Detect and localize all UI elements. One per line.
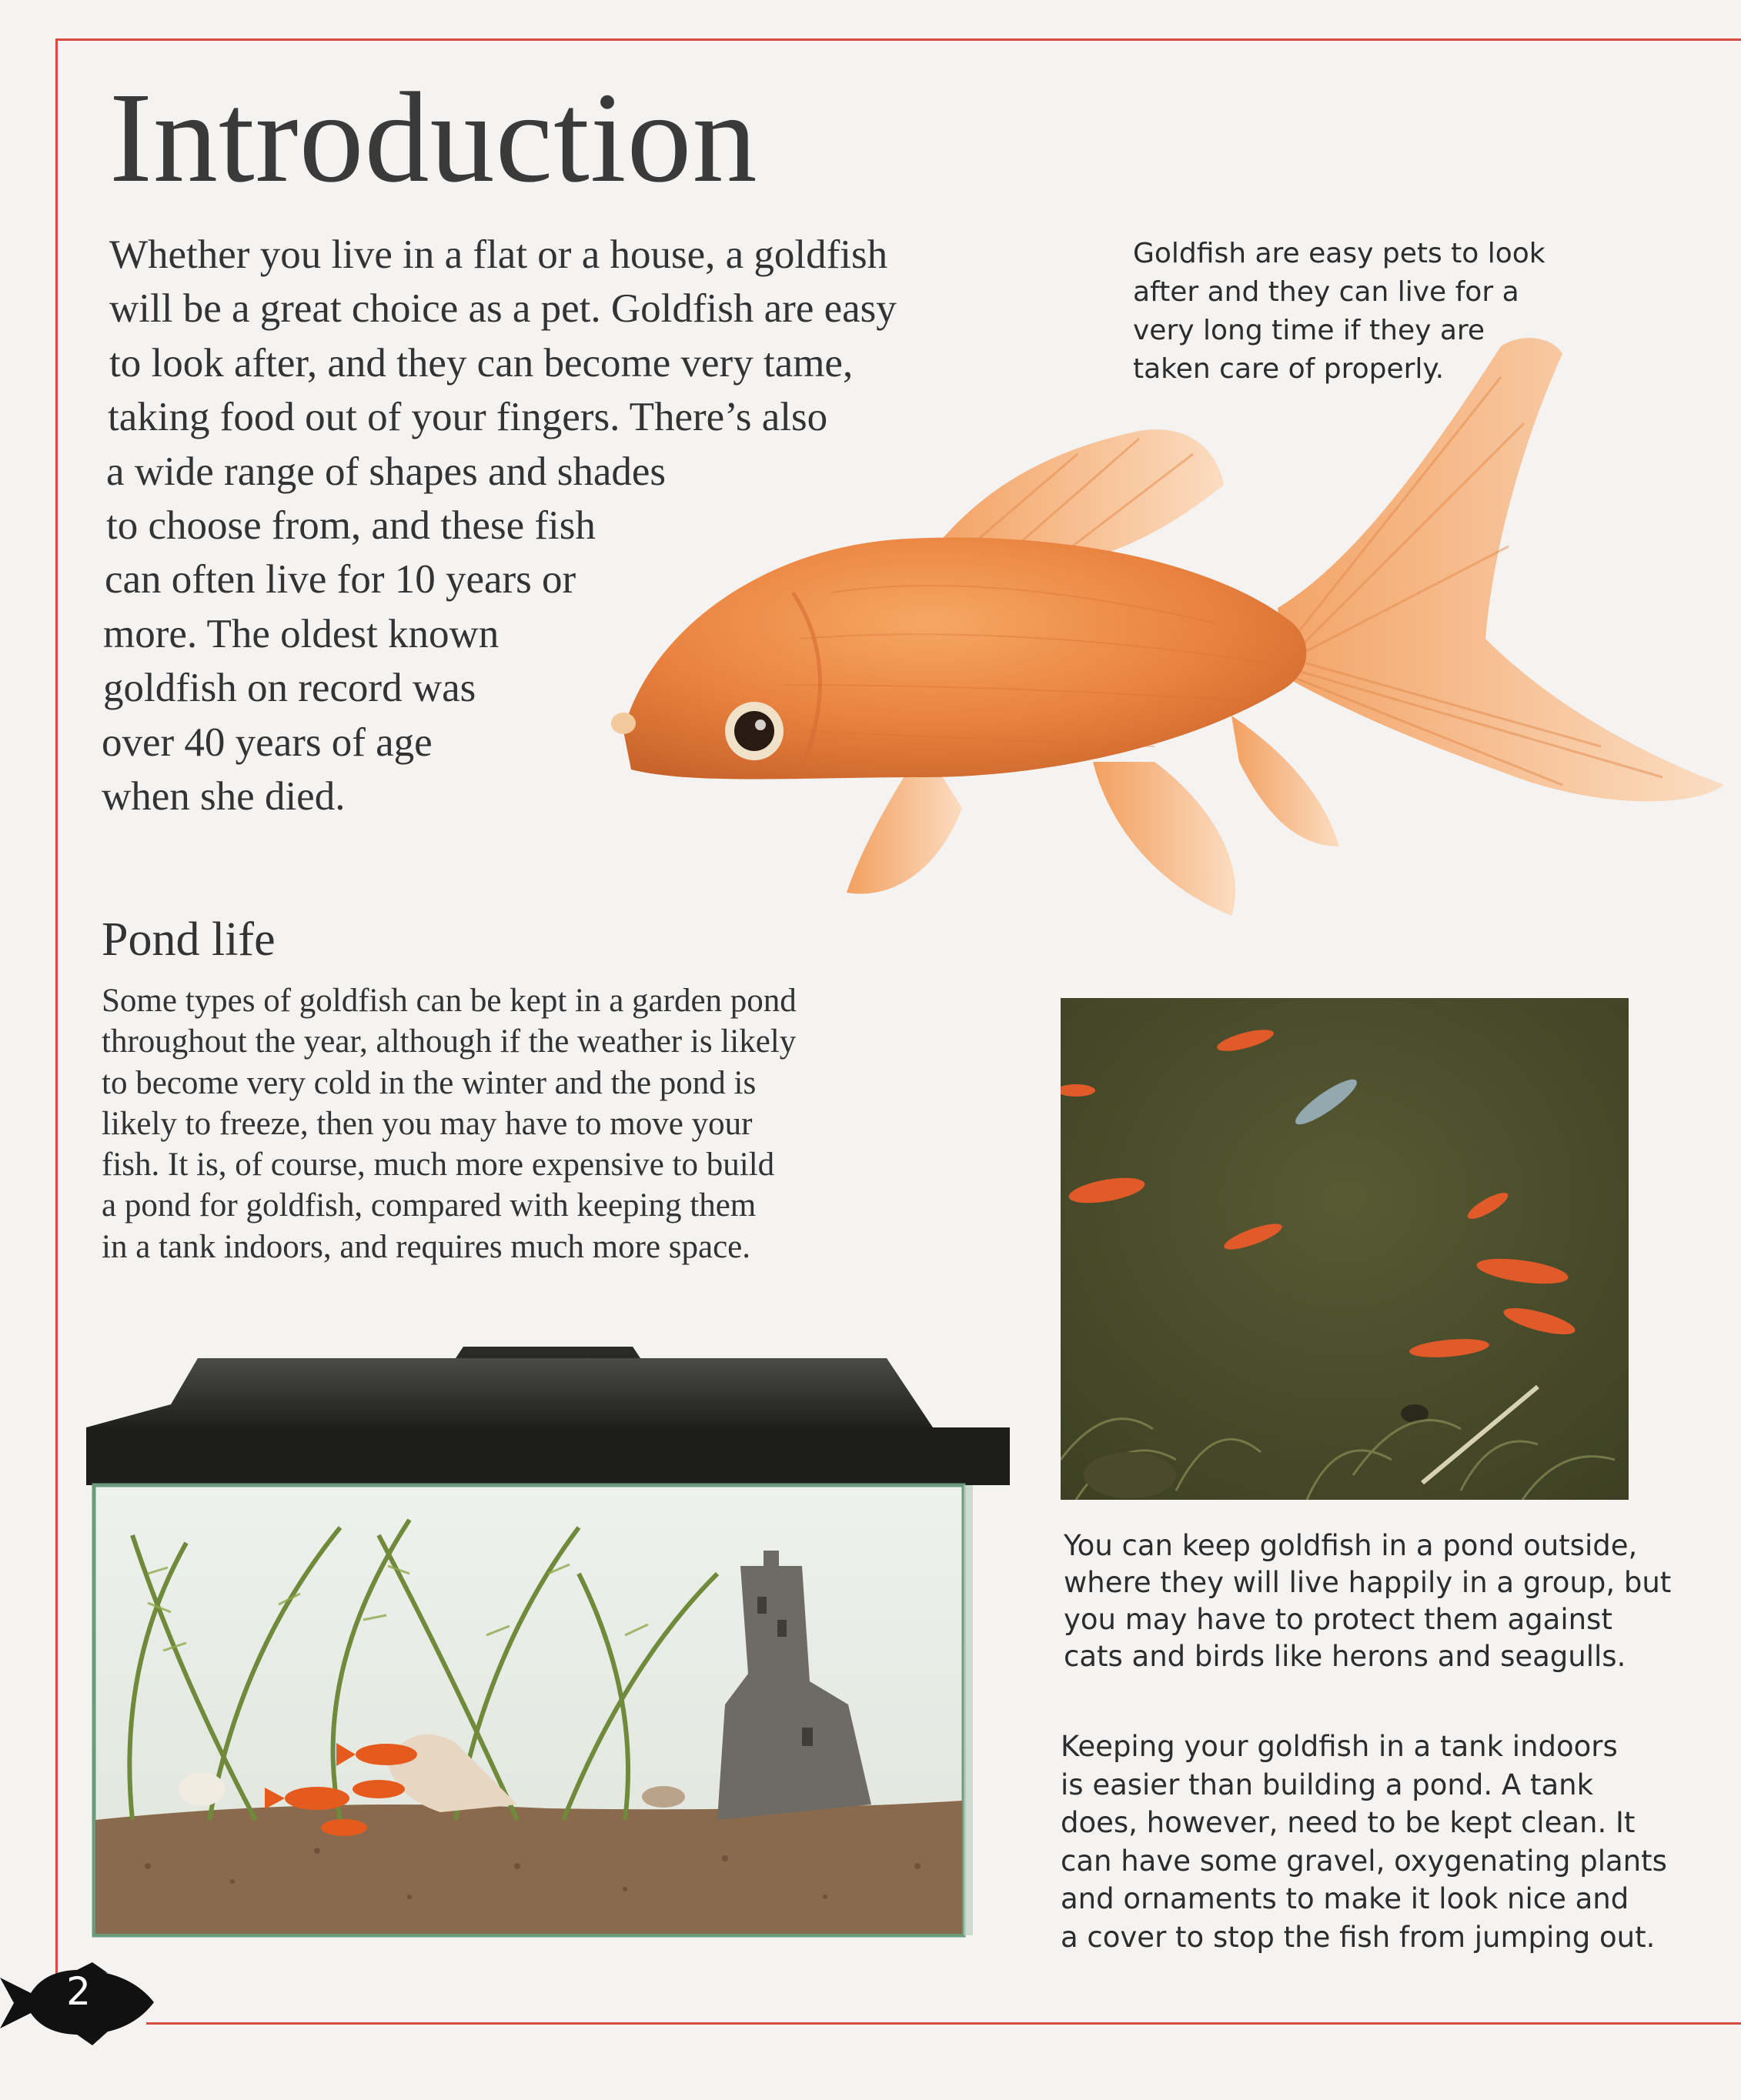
intro-paragraph [102, 228, 897, 823]
page-border-top [55, 38, 1741, 41]
intro-line: when she died. [102, 774, 346, 820]
intro-line: Whether you live in a flat or a house, a goldfish [109, 232, 888, 277]
caption-line: very long time if they are [1133, 315, 1485, 346]
intro-line: over 40 years of age [102, 719, 433, 765]
page-border-left [55, 38, 58, 2024]
tank-caption [1061, 1728, 1667, 1956]
caption-line: you may have to protect them against [1064, 1603, 1612, 1636]
intro-line: to look after, and they can become very tame, [109, 340, 854, 386]
intro-line: a wide range of shapes and shades [106, 449, 667, 494]
intro-line: can often live for 10 years or [105, 557, 576, 603]
pond-line: to become very cold in the winter and the pond is [102, 1064, 757, 1101]
intro-line: goldfish on record was [103, 666, 476, 711]
intro-line: more. The oldest known [103, 611, 500, 656]
intro-line: will be a great choice as a pet. Goldfish are easy [109, 286, 897, 332]
page-border-bottom [146, 2022, 1741, 2025]
caption-line: a cover to stop the fish from jumping out. [1061, 1920, 1656, 1954]
page-title: Introduction [109, 66, 758, 209]
pond-line: likely to freeze, then you may have to move your [102, 1105, 753, 1142]
caption-line: Keeping your goldfish in a tank indoors [1061, 1730, 1618, 1763]
pond-line: a pond for goldfish, compared with keeping them [102, 1187, 757, 1224]
caption-line: You can keep goldfish in a pond outside, [1064, 1529, 1638, 1562]
pond-caption [1064, 1527, 1671, 1675]
caption-line: does, however, need to be kept clean. It [1061, 1806, 1636, 1839]
caption-line: cats and birds like herons and seagulls. [1064, 1640, 1626, 1673]
caption-line: Goldfish are easy pets to look [1133, 238, 1546, 269]
pond-life-paragraph [102, 980, 797, 1267]
caption-line: is easier than building a pond. A tank [1061, 1768, 1593, 1801]
pond-photo [1061, 998, 1629, 1500]
caption-line: taken care of properly. [1133, 353, 1445, 385]
goldfish-caption [1133, 235, 1546, 389]
pond-line: Some types of goldfish can be kept in a garden pond [102, 983, 797, 1019]
pond-line: in a tank indoors, and requires much more space. [102, 1228, 751, 1265]
caption-line: and ornaments to make it look nice and [1061, 1882, 1629, 1915]
page-number: 2 [66, 1969, 91, 2014]
caption-line: where they will live happily in a group, but [1064, 1566, 1672, 1599]
caption-line: can have some gravel, oxygenating plants [1061, 1844, 1667, 1878]
caption-line: after and they can live for a [1133, 276, 1519, 308]
fish-tank-photo [86, 1343, 1014, 1943]
pond-life-heading: Pond life [102, 913, 276, 966]
pond-line: fish. It is, of course, much more expensive to build [102, 1147, 775, 1184]
pond-line: throughout the year, although if the weather is likely [102, 1023, 797, 1060]
intro-line: to choose from, and these fish [106, 503, 596, 549]
intro-line: taking food out of your fingers. There’s also [108, 395, 828, 440]
